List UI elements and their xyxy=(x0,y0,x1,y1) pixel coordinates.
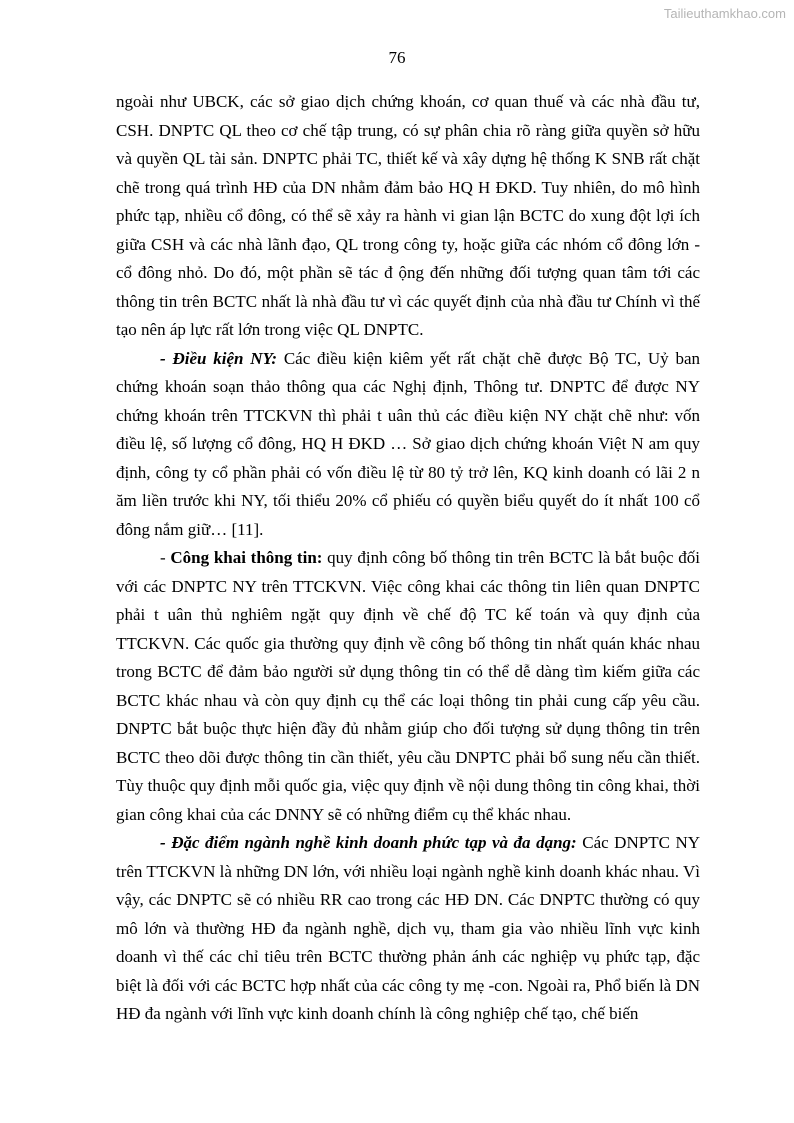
body-information-disclosure: quy định công bố thông tin trên BCTC là bắt buộc đối với các DNPTC NY trên TTCKVN. Việc công khai các thông tin liên quan DNPTC phải t uân thủ nghiêm ngặt quy định về chế độ TC kế toán và quy định của TTCKVN. Các quốc gia thường quy định về công bố thông tin nhất quán khác nhau trong BCTC để đảm bảo người sử dụng thông tin có thể dễ dàng tìm kiếm giữa các BCTC khác nhau và còn quy định cụ thể các loại thông tin phải cung cấp yêu cầu. DNPTC bắt buộc thực hiện đầy đủ nhằm giúp cho đối tượng sử dụng thông tin trên BCTC theo dõi được thông tin cần thiết, yêu cầu DNPTC phải bổ sung nếu cần thiết. Tùy thuộc quy định mỗi quốc gia, việc quy định về nội dung thông tin công khai, thời gian công khai của các DNNY sẽ có những điểm cụ thể khác nhau. xyxy=(116,548,700,824)
paragraph-information-disclosure xyxy=(116,544,700,829)
paragraph-listing-conditions xyxy=(116,345,700,545)
dash-information-disclosure: - xyxy=(160,548,171,567)
body-business-characteristics: Các DNPTC NY trên TTCKVN là những DN lớn, với nhiều loại ngành nghề kinh doanh khác nhau. Vì vậy, các DNPTC sẽ có nhiều RR cao trong các HĐ DN. Các DNPTC thường có quy mô lớn và thường HĐ đa ngành nghề, dịch vụ, tham gia vào nhiều lĩnh vực kinh doanh vì thế các chỉ tiêu trên BCTC thường phản ánh các nghiệp vụ phức tạp, đặc biệt là đối với các BCTC hợp nhất của các công ty mẹ -con. Ngoài ra, Phổ biến là DN HĐ đa ngành với lĩnh vực kinh doanh chính là công nghiệp chế tạo, chế biến xyxy=(116,833,701,1023)
heading-information-disclosure: Công khai thông tin: xyxy=(170,548,323,567)
document-body xyxy=(116,88,700,1029)
page-number: 76 xyxy=(388,48,406,67)
heading-listing-conditions: - Điều kiện NY: xyxy=(160,348,278,368)
heading-business-characteristics: - Đặc điểm ngành nghề kinh doanh phức tạp và đa dạng: xyxy=(160,833,577,852)
paragraph-1: ngoài như UBCK, các sở giao dịch chứng khoán, cơ quan thuế và các nhà đầu tư, CSH. DNPTC QL theo cơ chế tập trung, có sự phân chia rõ ràng giữa quyền sở hữu và quyền QL tài sản. DNPTC phải TC, thiết kế và xây dựng hệ thống K SNB rất chặt chẽ trong quá trình HĐ của DN nhằm đảm bảo HQ H ĐKD. Tuy nhiên, do mô hình phức tạp, nhiều cổ đông, có thể sẽ xảy ra hành vi gian lận BCTC do xung đột lợi ích giữa CSH và các nhà lãnh đạo, QL trong công ty, hoặc giữa các nhóm cổ đông lớn - cổ đông nhỏ. Do đó, một phần sẽ tác đ ộng đến những đối tượng quan tâm tới các thông tin trên BCTC nhất là nhà đầu tư vì các quyết định của nhà đầu tư Chính vì thế tạo nên áp lực rất lớn trong việc QL DNPTC. xyxy=(116,92,700,339)
watermark-text: Tailieuthamkhao.com xyxy=(663,6,786,21)
paragraph-business-characteristics xyxy=(116,829,700,1029)
body-listing-conditions: Các điều kiện kiêm yết rất chặt chẽ được Bộ TC, Uỷ ban chứng khoán soạn thảo thông qua các Nghị định, Thông tư. DNPTC để được NY chứng khoán trên TTCKVN thì phải t uân thủ các điều kiện NY chặt chẽ như: vốn điều lệ, số lượng cổ đông, HQ H ĐKD … Sở giao dịch chứng khoán Việt N am quy định, công ty cổ phần phải có vốn điều lệ từ 80 tỷ trở lên, KQ kinh doanh có lãi 2 n ăm liền trước khi NY, tối thiểu 20% cổ phiếu có quyền biểu quyết do ít nhất 100 cổ đông nắm giữ… [11]. xyxy=(116,348,700,539)
